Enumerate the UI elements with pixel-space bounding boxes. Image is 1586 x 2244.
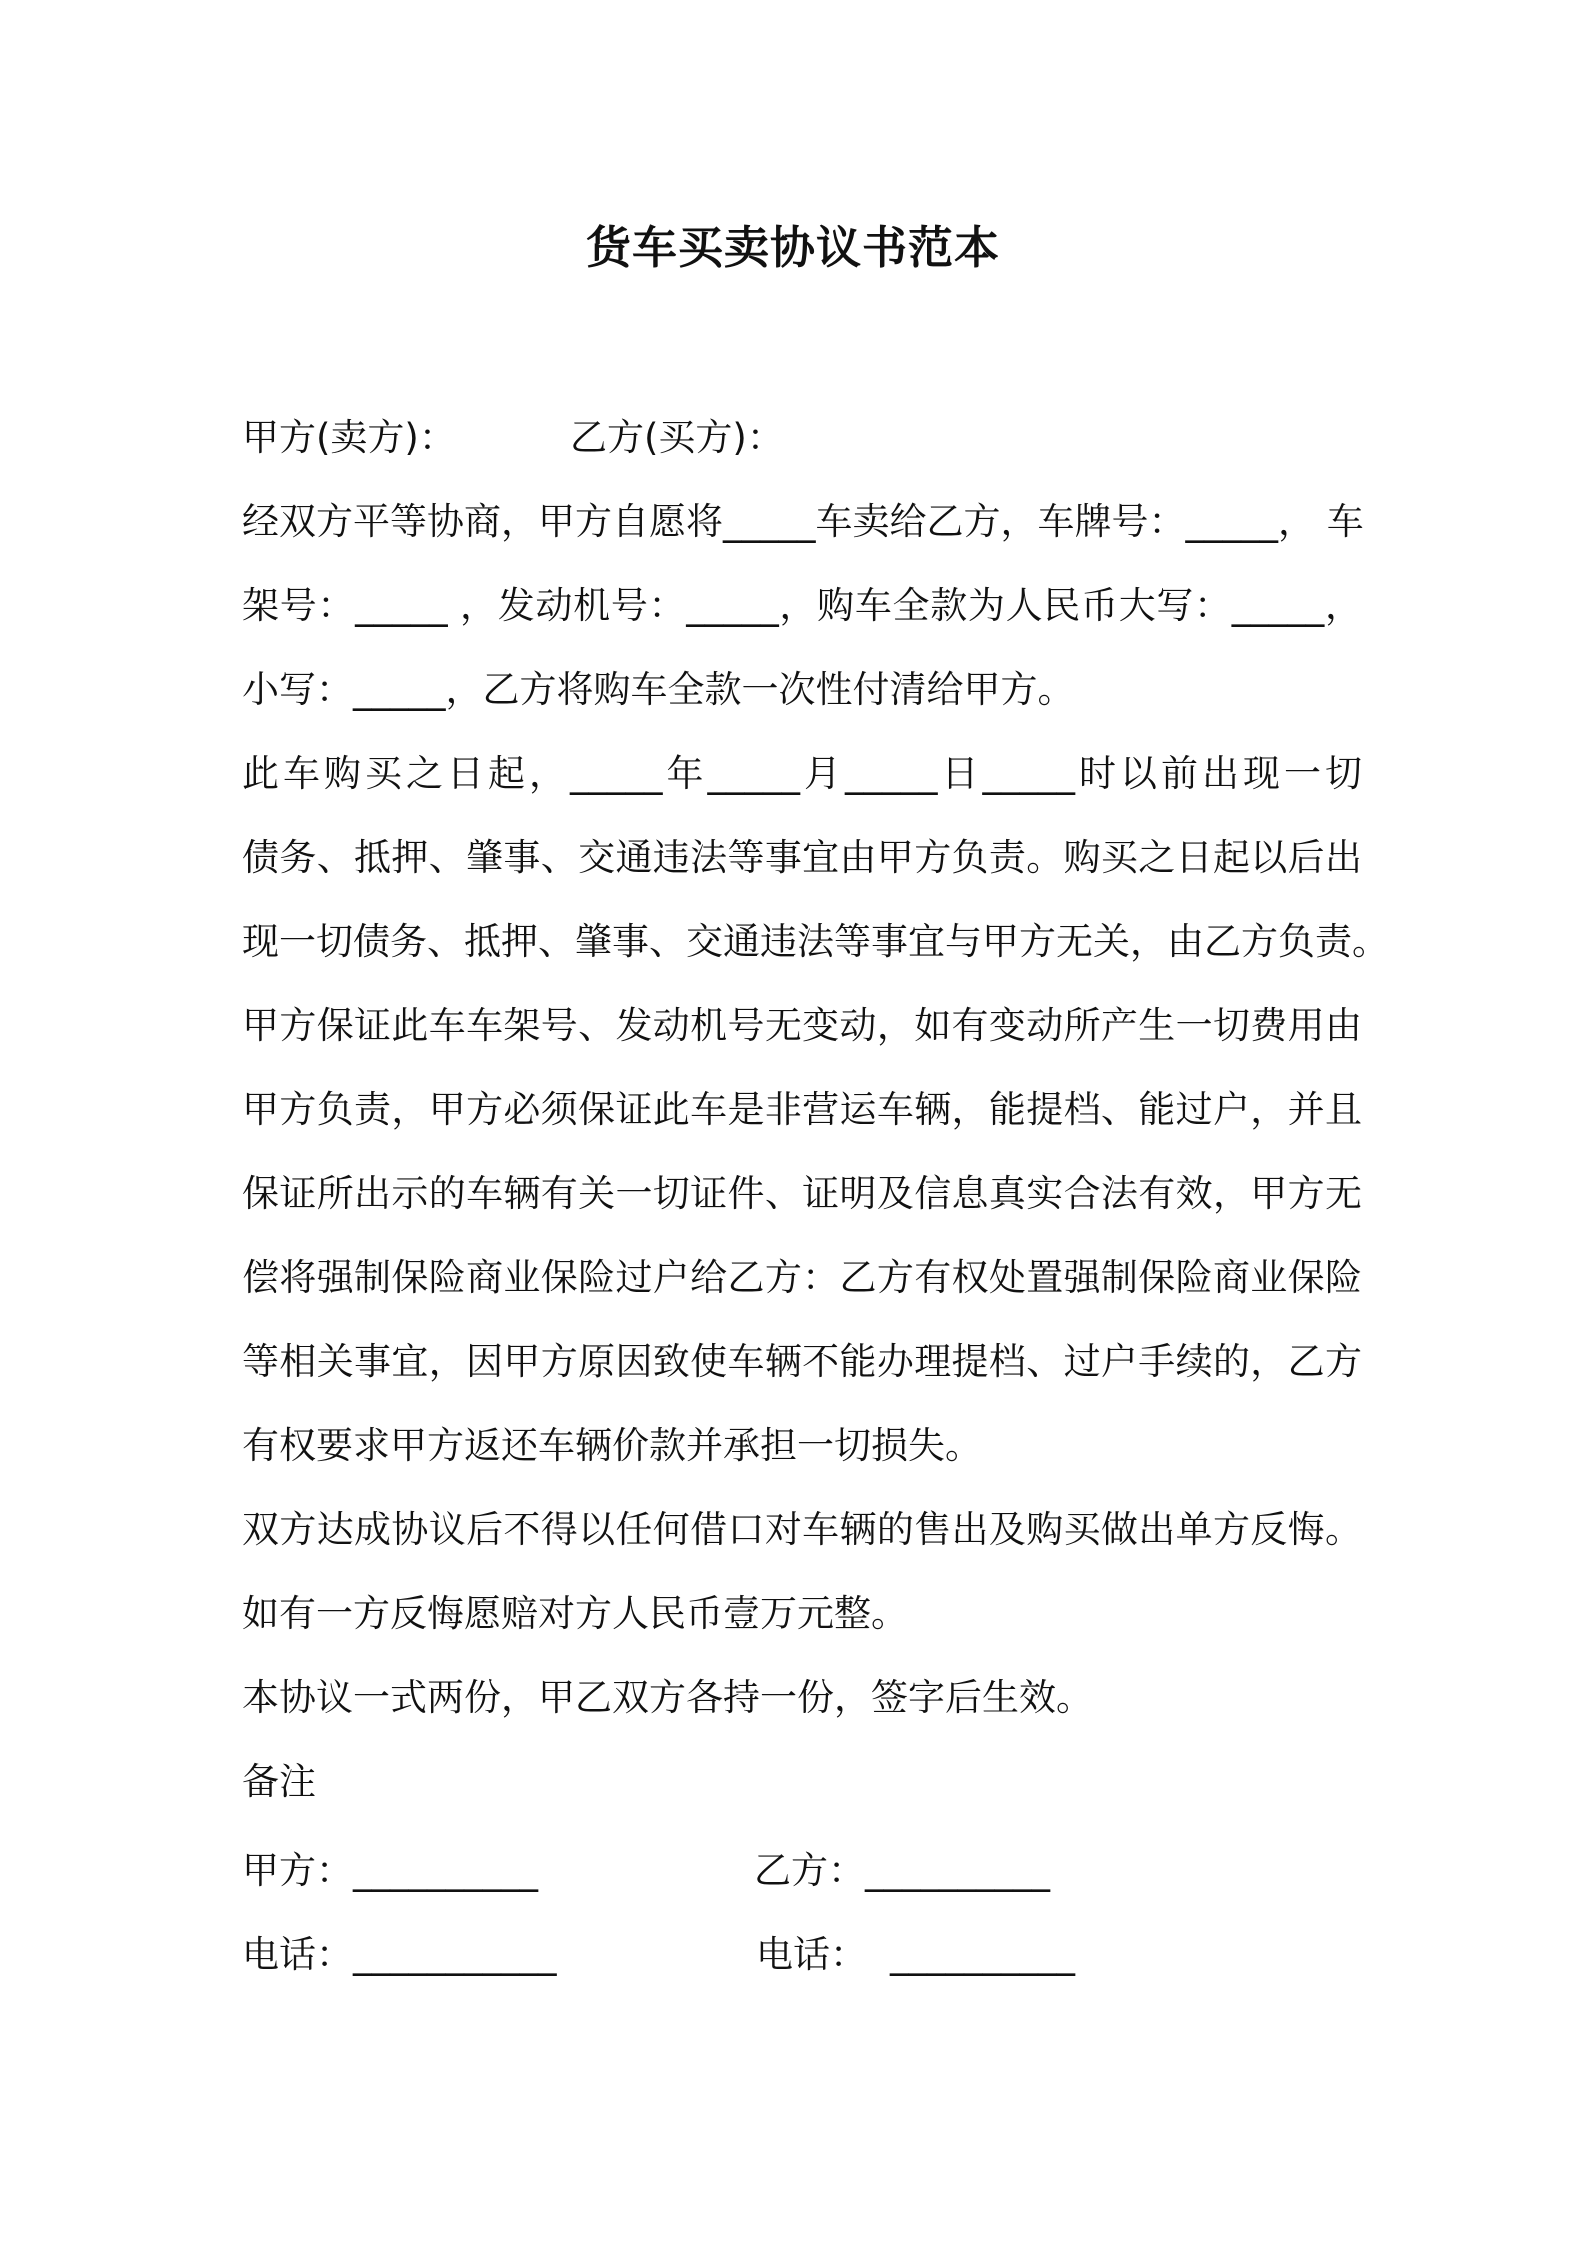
remarks-label: 备注 <box>242 1760 316 1803</box>
body-line-14: 如有一方反悔愿赔对方人民币壹万元整。 <box>242 1592 908 1635</box>
body-line-15: 本协议一式两份，甲乙双方各持一份，签字后生效。 <box>242 1676 1093 1719</box>
body-line-5: 债务、抵押、肇事、交通违法等事宜由甲方负责。购买之日起以后出 <box>242 836 1362 879</box>
body-line-7: 甲方保证此车车架号、发动机号无变动，如有变动所产生一切费用由 <box>242 1004 1362 1047</box>
body-line-1: 经双方平等协商，甲方自愿将_____车卖给乙方，车牌号：_____， 车 <box>242 500 1364 543</box>
party-b-label: 乙方(买方)： <box>570 416 784 459</box>
party-b-signature: 乙方：__________ <box>754 1849 1050 1892</box>
party-a-phone: 电话：___________ <box>242 1933 557 1976</box>
body-line-3: 小写：_____，乙方将购车全款一次性付清给甲方。 <box>242 668 1075 711</box>
party-b-phone-blank: __________ <box>890 1933 1075 1976</box>
body-line-10: 偿将强制保险商业保险过户给乙方：乙方有权处置强制保险商业保险 <box>242 1256 1362 1299</box>
party-a-label: 甲方(卖方)： <box>242 416 456 459</box>
body-line-4: 此车购买之日起，_____年_____月_____日_____时以前出现一切 <box>242 752 1362 795</box>
body-line-13: 双方达成协议后不得以任何借口对车辆的售出及购买做出单方反悔。 <box>242 1508 1362 1551</box>
body-line-12: 有权要求甲方返还车辆价款并承担一切损失。 <box>242 1424 982 1467</box>
body-line-6: 现一切债务、抵押、肇事、交通违法等事宜与甲方无关，由乙方负责。 <box>242 920 1389 963</box>
party-b-phone-label: 电话： <box>756 1933 867 1976</box>
body-line-8: 甲方负责，甲方必须保证此车是非营运车辆，能提档、能过户，并且 <box>242 1088 1362 1131</box>
document-title: 货车买卖协议书范本 <box>585 221 1000 274</box>
party-a-signature: 甲方：__________ <box>242 1849 538 1892</box>
body-line-9: 保证所出示的车辆有关一切证件、证明及信息真实合法有效，甲方无 <box>242 1172 1362 1215</box>
body-line-11: 等相关事宜，因甲方原因致使车辆不能办理提档、过户手续的，乙方 <box>242 1340 1362 1383</box>
body-line-2: 架号：_____ ，发动机号：_____，购车全款为人民币大写：_____， <box>242 584 1362 627</box>
